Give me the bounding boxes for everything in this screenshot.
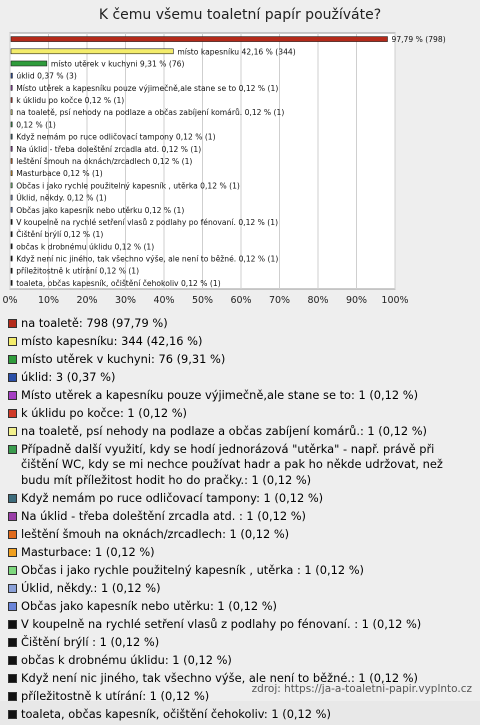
- bar: [11, 49, 173, 54]
- legend-entry: [8, 545, 474, 560]
- legend-label: příležitostně k utírání: 1 (0,12 %): [21, 688, 210, 703]
- x-tick-label: 40%: [153, 295, 175, 306]
- legend-label: Místo utěrek a kapesníku pouze výjimečně,ale stane se to: 1 (0,12 %): [21, 388, 419, 402]
- legend-label: místo kapesníku: 344 (42,16 %): [21, 334, 203, 348]
- legend-entry: [8, 635, 474, 650]
- bar-data-label: Na úklid - třeba doleštění zrcadla atd. 0,12 % (1): [16, 144, 202, 154]
- legend-label: Občas jako kapesník nebo utěrku: 1 (0,12 %): [21, 598, 277, 613]
- legend-swatch: [8, 319, 17, 328]
- bar: [11, 280, 12, 285]
- legend-swatch: [8, 692, 17, 701]
- legend-entry: [8, 653, 474, 668]
- bar-data-label: Občas jako kapesník nebo utěrku 0,12 % (1): [16, 205, 185, 215]
- bar-data-label: Úklid, někdy. 0,12 % (1): [16, 193, 107, 203]
- bar-data-label: 97,79 % (798): [391, 35, 446, 45]
- bar-data-label: místo utěrek v kuchyni 9,31 % (76): [50, 59, 185, 69]
- bar: [11, 195, 12, 200]
- bar-data-label: úklid 0,37 % (3): [16, 71, 77, 81]
- bar: [11, 122, 12, 127]
- bar-data-label: Když nemám po ruce odličovací tampony 0,12 % (1): [16, 132, 216, 142]
- legend-label: toaleta, občas kapesník, očištění čehokoliv: 1 (0,12 %): [21, 706, 331, 721]
- legend-swatch: [8, 620, 17, 629]
- bar: [11, 110, 12, 115]
- legend-entry: [8, 707, 474, 722]
- legend-entry: [8, 424, 474, 439]
- legend-swatch: [8, 584, 17, 593]
- bar: [11, 171, 12, 176]
- legend-entry: [8, 527, 474, 542]
- bar-data-label: V koupelně na rychlé setření vlasů z podlahy po fénovaní. 0,12 % (1): [16, 217, 279, 227]
- legend-label: Když není nic jiného, tak všechno výše, ale není to běžné.: 1 (0,12 %): [21, 670, 418, 685]
- bar-data-label: na toaletě, psí nehody na podlaze a občas zabíjení komárů. 0,12 % (1): [16, 108, 285, 118]
- x-tick-label: 10%: [37, 295, 60, 306]
- legend-entry: [8, 491, 474, 506]
- chart-title: K čemu všemu toaletní papír používáte?: [98, 7, 382, 23]
- x-tick-label: 0%: [2, 295, 18, 306]
- bar: [11, 219, 12, 224]
- legend-entry: [8, 316, 474, 331]
- legend-entry: [8, 334, 474, 349]
- bar: [11, 256, 12, 261]
- legend-label: k úklidu po kočce: 1 (0,12 %): [21, 406, 187, 420]
- bar: [11, 232, 12, 237]
- bar: [11, 268, 12, 273]
- legend-swatch: [8, 530, 17, 539]
- legend-entry: [8, 370, 474, 385]
- legend-entry: [8, 388, 474, 403]
- bar: [11, 207, 12, 212]
- bar-data-label: Občas i jako rychle použitelný kapesník , utěrka 0,12 % (1): [16, 181, 240, 191]
- bar: [11, 244, 12, 249]
- bar-data-label: příležitostně k utírání 0,12 % (1): [16, 266, 140, 276]
- bar: [11, 134, 12, 139]
- bar-data-label: místo kapesníku 42,16 % (344): [177, 47, 296, 57]
- legend-swatch: [8, 427, 17, 436]
- legend-label: Případně další využití, kdy se hodí jednorázová "utěrka" - např. právě při čištění WC, kdy se mi nechce používat hadr a pak ho někde udržovat, než budu mít příležitost hodit ho do pračky.: 1 (0,12 %): [21, 442, 443, 487]
- legend-swatch: [8, 494, 17, 503]
- x-tick-label: 100%: [381, 295, 409, 306]
- legend-swatch: [8, 566, 17, 575]
- x-tick-label: 50%: [191, 295, 214, 306]
- legend-entry: [8, 406, 474, 421]
- bar-chart: [0, 0, 480, 312]
- legend-entry: [8, 617, 474, 632]
- legend-entry: [8, 581, 474, 596]
- source-note: zdroj: https://ja-a-toaletni-papir.vyplnto.cz: [251, 683, 472, 695]
- legend-swatch: [8, 355, 17, 364]
- legend-swatch: [8, 337, 17, 346]
- bar: [11, 183, 12, 188]
- bar-data-label: k úklidu po kočce 0,12 % (1): [16, 96, 125, 106]
- bar-data-label: Když není nic jiného, tak všechno výše, ale není to běžné. 0,12 % (1): [16, 254, 279, 264]
- bar: [11, 159, 12, 164]
- legend-label: Občas i jako rychle použitelný kapesník , utěrka : 1 (0,12 %): [21, 562, 364, 577]
- legend-label: Masturbace: 1 (0,12 %): [21, 544, 155, 559]
- x-tick-label: 30%: [114, 295, 137, 306]
- bar-data-label: toaleta, občas kapesník, očištění čehokoliv 0,12 % (1): [16, 278, 221, 288]
- bar-data-label: Místo utěrek a kapesníku pouze výjimečně,ale stane se to 0,12 % (1): [16, 83, 279, 93]
- legend-label: Když nemám po ruce odličovací tampony: 1 (0,12 %): [21, 490, 324, 505]
- legend-swatch: [8, 602, 17, 611]
- bar-data-label: 0,12 % (1): [16, 120, 56, 130]
- legend-swatch: [8, 373, 17, 382]
- legend-swatch: [8, 445, 17, 454]
- legend-entry: [8, 563, 474, 578]
- legend-swatch: [8, 638, 17, 647]
- legend-swatch: [8, 409, 17, 418]
- x-tick-label: 20%: [76, 295, 98, 306]
- legend-swatch: [8, 674, 17, 683]
- legend-label: místo utěrek v kuchyni: 76 (9,31 %): [21, 352, 226, 366]
- legend-entry: [8, 442, 474, 488]
- legend-swatch: [8, 512, 17, 521]
- bar: [11, 85, 12, 90]
- bar-data-label: občas k drobnému úklidu 0,12 % (1): [16, 242, 155, 252]
- legend-swatch: [8, 710, 17, 719]
- bar: [11, 37, 387, 42]
- bar-data-label: Čištění brýlí 0,12 % (1): [16, 230, 104, 240]
- legend-label: Čištění brýlí : 1 (0,12 %): [21, 634, 160, 649]
- legend-label: Úklid, někdy.: 1 (0,12 %): [21, 580, 161, 595]
- legend-label: občas k drobnému úklidu: 1 (0,12 %): [21, 652, 232, 667]
- legend-label: úklid: 3 (0,37 %): [21, 370, 116, 384]
- x-tick-label: 90%: [345, 295, 368, 306]
- bar: [11, 146, 12, 151]
- legend-label: na toaletě, psí nehody na podlaze a občas zabíjení komárů.: 1 (0,12 %): [21, 424, 427, 438]
- x-tick-label: 80%: [307, 295, 329, 306]
- bar: [11, 73, 12, 78]
- bar-data-label: leštění šmouh na oknách/zrcadlech 0,12 % (1): [16, 157, 193, 166]
- bar: [11, 61, 47, 66]
- x-tick-label: 60%: [230, 295, 252, 306]
- legend-label: na toaletě: 798 (97,79 %): [21, 316, 168, 330]
- legend-swatch: [8, 391, 17, 400]
- legend-entry: [8, 509, 474, 524]
- bar: [11, 98, 12, 103]
- legend-swatch: [8, 548, 17, 557]
- legend-label: Na úklid - třeba doleštění zrcadla atd. : 1 (0,12 %): [21, 508, 306, 523]
- legend-entry: [8, 352, 474, 367]
- x-tick-label: 70%: [268, 295, 291, 306]
- bar-data-label: Masturbace 0,12 % (1): [16, 169, 103, 179]
- legend-label: V koupelně na rychlé setření vlasů z podlahy po fénovaní. : 1 (0,12 %): [21, 616, 422, 631]
- legend-entry: [8, 599, 474, 614]
- legend-label: leštění šmouh na oknách/zrcadlech: 1 (0,12 %): [21, 526, 290, 541]
- legend-swatch: [8, 656, 17, 665]
- chart-legend: [8, 316, 474, 725]
